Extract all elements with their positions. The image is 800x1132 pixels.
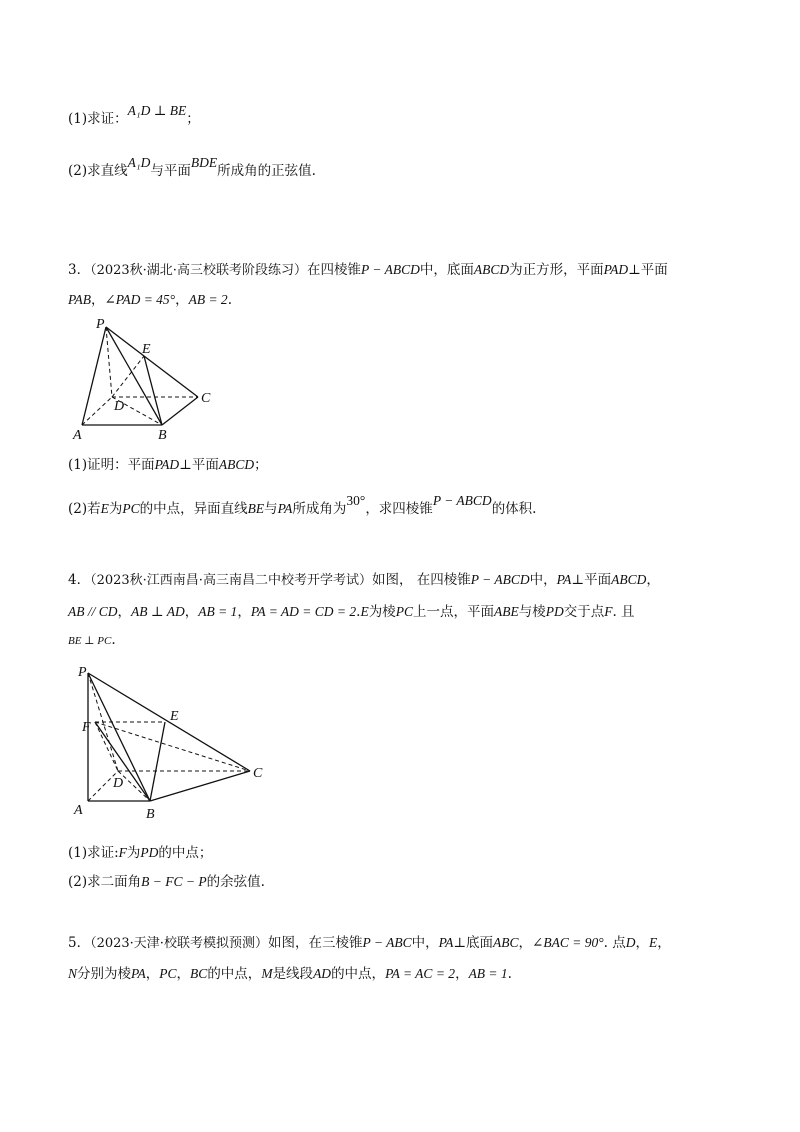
edge-eb bbox=[144, 356, 162, 425]
edge-ad bbox=[82, 397, 112, 425]
problem4-q2: (2)求二面角B − FC − P的余弦值. bbox=[68, 874, 265, 890]
problem5-line1: 5．（2023·天津·校联考模拟预测）如图，在三棱锥P − ABC中，PA⊥底面ABC，∠BAC = 90°. 点D，E， bbox=[68, 935, 671, 951]
label-p4-P: P bbox=[78, 665, 87, 680]
problem3-line1: 3．（2023秋·湖北·高三校联考阶段练习）在四棱锥P − ABCD中，底面ABCD为正方形，平面PAD⊥平面 bbox=[68, 262, 668, 278]
problem3-q1: (1)证明：平面PAD⊥平面ABCD； bbox=[68, 457, 268, 473]
label-p4-C: C bbox=[253, 766, 263, 781]
prev-part2-line: (2)求直线A₁D与平面BDE所成角的正弦值. bbox=[68, 155, 316, 179]
edge-ec bbox=[144, 356, 198, 397]
problem4-line3: BE ⊥ PC. bbox=[68, 632, 116, 648]
math-a1d-perp-be: A₁D ⊥ BE bbox=[127, 103, 187, 118]
problem3-source: （2023秋·湖北·高三校联考阶段练习） bbox=[90, 263, 307, 278]
label-p4-D: D bbox=[113, 776, 124, 791]
problem4-line1: 4．（2023秋·江西南昌·高三南昌二中校考开学考试）如图， 在四棱锥P − ABCD中，PA⊥平面ABCD， bbox=[68, 572, 660, 588]
edge-de bbox=[112, 356, 144, 397]
label-p3-P: P bbox=[96, 317, 105, 332]
problem5-source: （2023·天津·校联考模拟预测） bbox=[90, 936, 268, 951]
label-p4-B: B bbox=[146, 807, 155, 822]
problem5-line2: N分别为棱PA，PC，BC的中点，M是线段AD的中点，PA = AC = 2，AB = 1. bbox=[68, 966, 512, 982]
label-p4-F: F bbox=[82, 720, 91, 735]
edge4-fd bbox=[95, 722, 118, 771]
problem4-number: 4． bbox=[68, 572, 91, 588]
problem4-line2: AB // CD，AB ⊥ AD，AB = 1，PA = AD = CD = 2.E为棱PC上一点，平面ABE与棱PD交于点F. 且 bbox=[68, 604, 635, 620]
label-p3-B: B bbox=[158, 428, 167, 443]
edge-pa bbox=[82, 327, 106, 425]
edge4-eb bbox=[150, 722, 165, 801]
label-p3-A: A bbox=[73, 428, 82, 443]
edge-bc bbox=[162, 397, 198, 425]
problem3-number: 3． bbox=[68, 262, 91, 278]
edge4-bc bbox=[150, 771, 250, 801]
label-p4-E: E bbox=[170, 709, 179, 724]
label-p3-E: E bbox=[142, 342, 151, 357]
edge-pd bbox=[106, 327, 112, 397]
edge4-fc bbox=[95, 722, 250, 771]
label-p4-A: A bbox=[74, 803, 83, 818]
label-p3-C: C bbox=[201, 391, 211, 406]
problem5-number: 5． bbox=[68, 935, 91, 951]
problem3-line2: PAB，∠PAD = 45°，AB = 2. bbox=[68, 292, 232, 308]
problem3-q2: (2)若E为PC的中点，异面直线BE与PA所成角为30°，求四棱锥P − ABCD的体积. bbox=[68, 493, 537, 517]
edge-pe bbox=[106, 327, 144, 356]
problem4-source: （2023秋·江西南昌·高三南昌二中校考开学考试） bbox=[90, 573, 372, 588]
problem4-q1: (1)求证:F为PD的中点； bbox=[68, 845, 213, 861]
prev-part1-line: (1)求证：A₁D ⊥ BE； bbox=[68, 103, 200, 127]
label-p3-D: D bbox=[114, 399, 125, 414]
